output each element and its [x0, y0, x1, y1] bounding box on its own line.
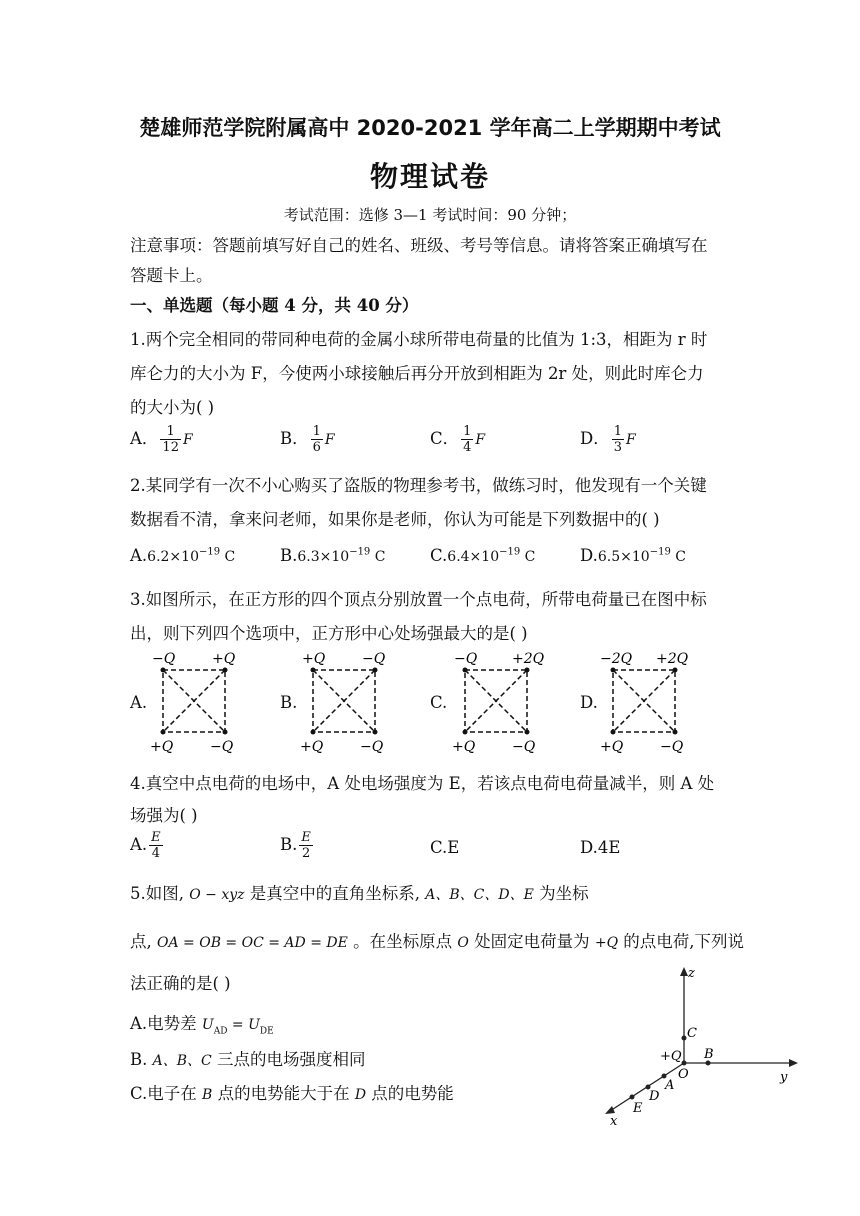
- q2-option-b[interactable]: $B.6.3\times 10^{-19}$ C: [280, 546, 386, 565]
- q2-option-d[interactable]: $D.6.5\times 10^{-19}$ C: [580, 546, 686, 565]
- y-arrow-icon: [789, 1059, 798, 1067]
- q3-line-1: 3.如图所示，在正方形的四个顶点分别放置一个点电荷，所带电荷量已在图中标: [130, 590, 707, 609]
- q5-line-3: 法正确的是( ): [130, 974, 231, 993]
- q3-option-c-label[interactable]: C.: [430, 693, 448, 712]
- charge-dot: [611, 730, 616, 735]
- q5-line-2: 点, OA = OB = OC = AD = DE 。在坐标原点 O 处固定电荷量为 +Q 的点电荷,下列说: [130, 932, 745, 951]
- charge-dot: [463, 730, 468, 735]
- q2-option-a[interactable]: $A.6.2\times 10^{-19}$ C: [130, 546, 236, 565]
- exam-scope: 考试范围：选修 3—1 考试时间：90 分钟；: [283, 206, 577, 224]
- q3-square-diagram-a: [148, 648, 248, 756]
- q2-line-1: 2.某同学有一次不小心购买了盗版的物理参考书，做练习时，他发现有一个关键: [130, 476, 707, 495]
- o-label: O: [678, 1067, 689, 1082]
- section-heading: 一、单选题（每小题 4 分，共 40 分）: [130, 296, 419, 315]
- x-arrow-icon: [605, 1106, 615, 1114]
- q4-option-b[interactable]: B. $\frac{E}{2}$: [280, 830, 311, 861]
- q1-option-b[interactable]: B． $\frac{1}{6}$ F: [280, 424, 335, 455]
- q3-line-2: 出，则下列四个选项中，正方形中心处场强最大的是( ): [130, 624, 528, 643]
- charge-label-top-right: +Q: [212, 651, 236, 667]
- fraction: $\frac{1}{4}$: [463, 424, 472, 455]
- q2-line-2: 数据看不清，拿来问老师，如果你是老师，你认为可能是下列数据中的( ): [130, 510, 660, 529]
- q1-line-3: 的大小为( ): [130, 398, 215, 417]
- square-outline: [313, 670, 375, 732]
- b-label: B: [704, 1047, 714, 1062]
- z-arrow-icon: [680, 967, 688, 976]
- a-label: A: [665, 1078, 675, 1093]
- square-outline: [163, 670, 225, 732]
- q3-square-diagram-b: [298, 648, 398, 756]
- q3-square-diagram-c: [450, 648, 550, 756]
- q3-option-d-label[interactable]: D.: [580, 693, 598, 712]
- charge-label-top-left: −2Q: [600, 651, 633, 667]
- charge-label-top-left: +Q: [302, 651, 326, 667]
- q1-option-c[interactable]: C． $\frac{1}{4}$ F: [430, 424, 486, 455]
- charge-label-bottom-right: −Q: [512, 739, 536, 755]
- e-label: E: [633, 1101, 643, 1116]
- square-outline: [613, 670, 675, 732]
- charge-dot: [161, 668, 166, 673]
- q3-option-b-label[interactable]: B.: [280, 693, 298, 712]
- x-label: x: [610, 1114, 618, 1129]
- q4-option-a[interactable]: A. $\frac{E}{4}$: [130, 830, 161, 861]
- exam-subtitle: 物理试卷: [369, 160, 490, 193]
- charge-dot: [525, 730, 530, 735]
- q5-option-a[interactable]: A.电势差 $U_{AD} = U_{DE}$: [130, 1014, 274, 1037]
- q1-option-d[interactable]: D． $\frac{1}{3}$ F: [580, 424, 636, 455]
- q5-line-1: 5.如图, O − xyz 是真空中的直角坐标系, A、B、C、D、E 为坐标: [130, 884, 589, 903]
- z-label: z: [688, 966, 695, 981]
- charge-dot: [673, 730, 678, 735]
- charge-dot: [373, 668, 378, 673]
- charge-label-bottom-left: +Q: [150, 739, 174, 755]
- charge-dot: [373, 730, 378, 735]
- notice-line-2: 答题卡上。: [130, 266, 213, 285]
- charge-label-top-left: −Q: [454, 651, 478, 667]
- q5-coordinate-diagram: [600, 965, 800, 1130]
- y-label: y: [780, 1070, 788, 1085]
- charge-dot: [223, 668, 228, 673]
- point-c-dot: [682, 1036, 687, 1041]
- charge-dot: [311, 730, 316, 735]
- fraction: $\frac{E}{4}$: [151, 830, 161, 861]
- point-e-dot: [630, 1095, 635, 1100]
- q-label: +Q: [660, 1049, 682, 1064]
- fraction: $\frac{1}{3}$: [613, 424, 623, 455]
- charge-label-bottom-right: −Q: [360, 739, 384, 755]
- q1-option-a[interactable]: A． $\frac{1}{12}$ F: [130, 424, 193, 455]
- q4-option-d[interactable]: D.4E: [580, 838, 621, 857]
- q4-option-c[interactable]: C.E: [430, 838, 460, 857]
- q5-option-c[interactable]: C.电子在 B 点的电势能大于在 D 点的电势能: [130, 1084, 454, 1103]
- fraction: $\frac{1}{6}$: [312, 424, 321, 455]
- q2-option-c[interactable]: $C.6.4\times 10^{-19}$ C: [430, 546, 536, 565]
- square-outline: [465, 670, 527, 732]
- charge-dot: [611, 668, 616, 673]
- fraction: $\frac{1}{12}$: [162, 424, 179, 455]
- q1-line-1: 1.两个完全相同的带同种电荷的金属小球所带电荷量的比值为 1:3，相距为 r 时: [130, 330, 708, 349]
- charge-dot: [223, 730, 228, 735]
- charge-dot: [161, 730, 166, 735]
- charge-label-top-right: +2Q: [656, 651, 689, 667]
- charge-label-bottom-left: +Q: [452, 739, 476, 755]
- q3-square-diagram-d: [598, 648, 698, 756]
- q3-option-a-label[interactable]: A.: [130, 693, 148, 712]
- q4-line-1: 4.真空中点电荷的电场中，A 处电场强度为 E，若该点电荷电荷量减半，则 A 处: [130, 774, 715, 793]
- q5-option-b[interactable]: B. A、B、C 三点的电场强度相同: [130, 1050, 366, 1069]
- q4-line-2: 场强为( ): [130, 806, 198, 825]
- charge-label-bottom-left: +Q: [300, 739, 324, 755]
- c-label: C: [687, 1026, 697, 1041]
- charge-label-bottom-right: −Q: [660, 739, 684, 755]
- charge-dot: [673, 668, 678, 673]
- fraction: $\frac{E}{2}$: [301, 830, 311, 861]
- charge-dot: [311, 668, 316, 673]
- q1-line-2: 库仑力的大小为 F，今使两小球接触后再分开放到相距为 2r 处，则此时库仑力: [130, 364, 704, 383]
- charge-dot: [525, 668, 530, 673]
- charge-label-bottom-right: −Q: [210, 739, 234, 755]
- origin-dot: [682, 1061, 687, 1066]
- charge-label-top-right: +2Q: [512, 651, 545, 667]
- exam-title: 楚雄师范学院附属高中 2020-2021 学年高二上学期期中考试: [139, 116, 721, 140]
- charge-label-top-left: −Q: [152, 651, 176, 667]
- charge-label-top-right: −Q: [362, 651, 386, 667]
- d-label: D: [649, 1089, 660, 1104]
- notice-line-1: 注意事项：答题前填写好自己的姓名、班级、考号等信息。请将答案正确填写在: [130, 236, 708, 255]
- charge-dot: [463, 668, 468, 673]
- charge-label-bottom-left: +Q: [600, 739, 624, 755]
